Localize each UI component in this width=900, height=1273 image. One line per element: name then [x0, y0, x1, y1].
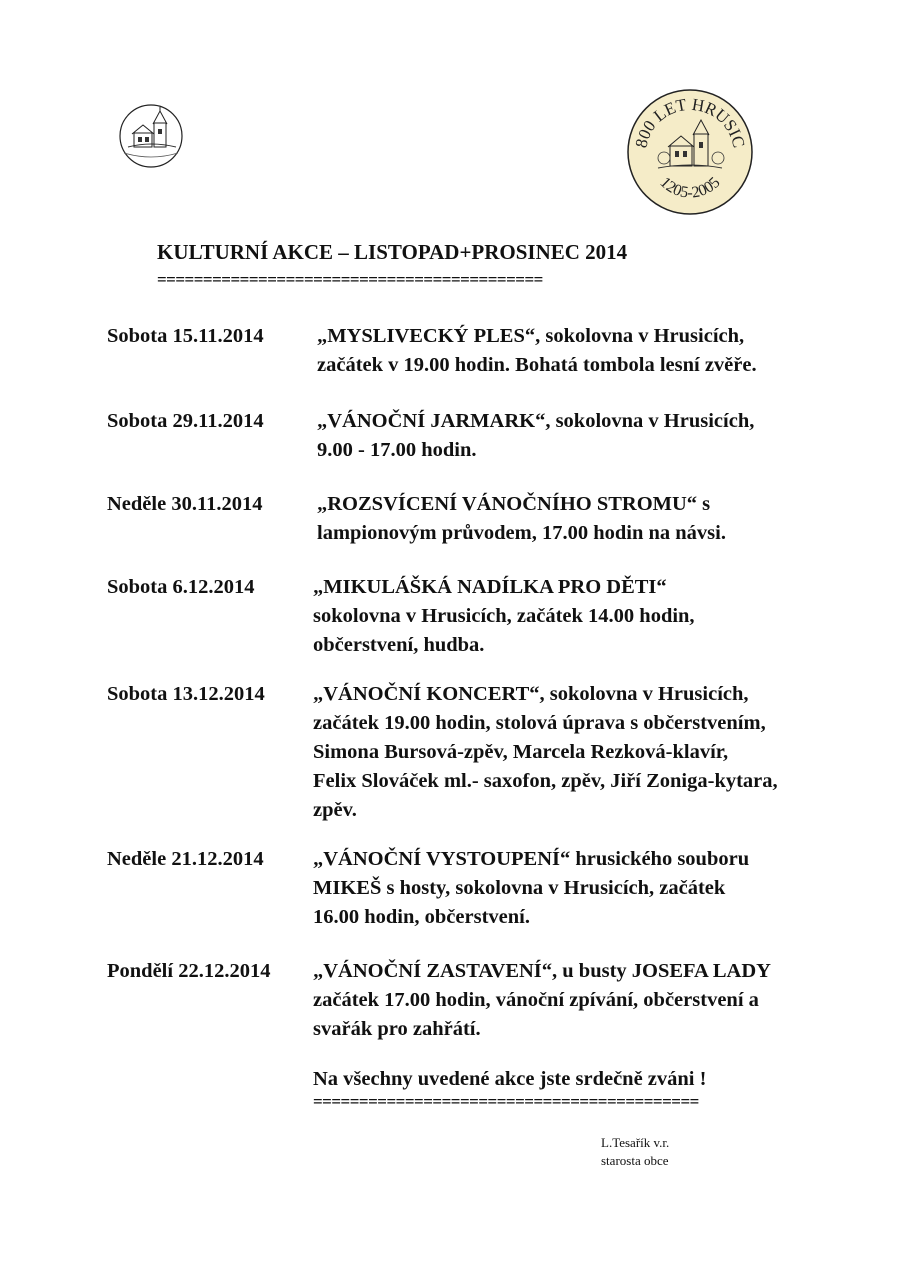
page-title: KULTURNÍ AKCE – LISTOPAD+PROSINEC 2014 [157, 240, 628, 264]
event-date: Pondělí 22.12.2014 [107, 960, 271, 982]
signature-name: L.Tesařík v.r. [601, 1135, 670, 1150]
divider-bottom: ========================================== [313, 1092, 699, 1111]
event-line: Simona Bursová-zpěv, Marcela Rezková-klavír, [313, 741, 729, 763]
event-line: „VÁNOČNÍ VYSTOUPENÍ“ hrusického souboru [313, 848, 750, 870]
closing-invitation: Na všechny uvedené akce jste srdečně zváni ! [313, 1068, 707, 1090]
event-line: zpěv. [313, 799, 357, 821]
seal-text-bottom: 1205-2005 [656, 174, 724, 202]
event-line: „MIKULÁŠKÁ NADÍLKA PRO DĚTI“ [313, 576, 667, 598]
event-date: Sobota 13.12.2014 [107, 683, 265, 705]
event-line: „VÁNOČNÍ KONCERT“, sokolovna v Hrusicích, [313, 683, 749, 705]
event-line: „VÁNOČNÍ ZASTAVENÍ“, u busty JOSEFA LADY [313, 960, 771, 982]
event-date: Neděle 21.12.2014 [107, 848, 264, 870]
event-line: občerstvení, hudba. [313, 634, 485, 656]
event-line: sokolovna v Hrusicích, začátek 14.00 hodin, [313, 605, 695, 627]
seal-text-top: 800 LET HRUSIC [631, 94, 749, 150]
event-line: začátek 19.00 hodin, stolová úprava s občerstvením, [313, 712, 766, 734]
event-line: 9.00 - 17.00 hodin. [317, 439, 477, 461]
event-line: MIKEŠ s hosty, sokolovna v Hrusicích, začátek [313, 877, 726, 899]
event-line: 16.00 hodin, občerstvení. [313, 906, 530, 928]
event-date: Sobota 29.11.2014 [107, 410, 264, 432]
anniversary-seal-icon [626, 88, 754, 216]
event-line: „VÁNOČNÍ JARMARK“, sokolovna v Hrusicích, [317, 410, 755, 432]
event-date: Sobota 15.11.2014 [107, 325, 264, 347]
event-line: Felix Slováček ml.- saxofon, zpěv, Jiří Zoniga-kytara, [313, 770, 778, 792]
event-date: Sobota 6.12.2014 [107, 576, 255, 598]
event-date: Neděle 30.11.2014 [107, 493, 263, 515]
signature-block [601, 1134, 669, 1170]
divider-top: ========================================== [157, 270, 543, 289]
event-line: začátek v 19.00 hodin. Bohatá tombola lesní zvěře. [317, 354, 757, 376]
event-line: svařák pro zahřátí. [313, 1018, 481, 1040]
signature-role: starosta obce [601, 1153, 669, 1168]
event-line: „MYSLIVECKÝ PLES“, sokolovna v Hrusicích, [317, 325, 745, 347]
church-drawing-icon [118, 103, 184, 169]
event-line: „ROZSVÍCENÍ VÁNOČNÍHO STROMU“ s [317, 493, 711, 515]
event-line: lampionovým průvodem, 17.00 hodin na návsi. [317, 522, 726, 544]
event-line: začátek 17.00 hodin, vánoční zpívání, občerstvení a [313, 989, 759, 1011]
